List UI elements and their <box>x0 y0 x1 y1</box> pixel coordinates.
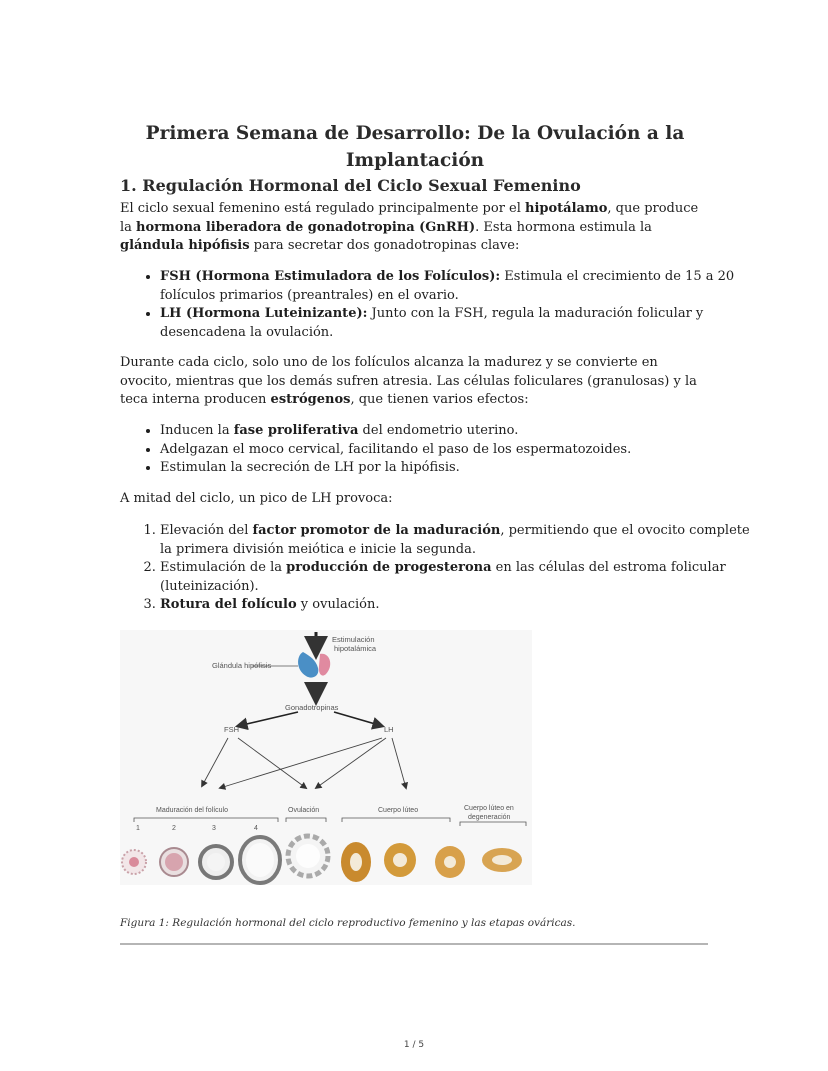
follicle-stage-3-icon <box>200 846 232 878</box>
list-item: • Estimulan la secreción de LH por la hipófisis. <box>160 459 750 478</box>
list-item-term: FSH (Hormona Estimuladora de los Folículos): <box>160 269 501 284</box>
intro-text: El ciclo sexual femenino está regulado principalmente por el <box>120 201 526 216</box>
follicle-stage-1-icon <box>122 850 146 874</box>
label-lh: LH <box>384 725 394 734</box>
list-item-text: Junto con la FSH, regula la maduración folicular y desencadena la ovulación. <box>160 306 704 340</box>
label-ovulation: Ovulación <box>288 807 320 814</box>
label-pituitary: Glándula hipófisis <box>212 661 272 670</box>
cycle-text: , que tienen varios efectos: <box>350 392 529 408</box>
cycle-bold-term: estrógenos <box>270 392 351 408</box>
label-degenerating: Cuerpo lúteo en <box>464 805 514 812</box>
hormonal-regulation-figure <box>120 630 532 885</box>
list-item: 1. Elevación del factor promotor de la maduración, permitiendo que el ovocito complete la primera división meiótica e inicie la segunda. <box>160 522 750 559</box>
ovulation-follicle-icon <box>288 836 328 876</box>
list-item-term: LH (Hormona Luteinizante): <box>160 306 368 322</box>
corpus-luteum-icon <box>341 842 371 882</box>
degenerating-corpus-luteum-icon <box>482 848 522 872</box>
label-gonadotropins: Gonadotropinas <box>285 703 339 712</box>
list-item: 2. Estimulación de la producción de progesterona en las células del estroma folicular (luteinización). <box>160 559 750 596</box>
intro-text: para secretar dos gonadotropinas clave: <box>249 238 520 254</box>
figure-caption: Figura 1: Regulación hormonal del ciclo reproductivo femenino y las etapas ováricas. <box>120 917 576 929</box>
label-stimulation: Estimulación <box>332 635 375 644</box>
corpus-luteum-icon <box>384 843 416 877</box>
intro-paragraph <box>120 200 710 256</box>
list-item: 3. Rotura del folículo y ovulación. <box>160 596 750 615</box>
list-item: • Inducen la fase proliferativa del endometrio uterino. <box>160 422 750 441</box>
gonadotropin-list <box>120 268 750 342</box>
intro-text: , que produce la <box>120 201 699 235</box>
list-item <box>160 305 750 342</box>
intro-bold-term: glándula hipófisis <box>120 238 250 254</box>
stage-number: 3 <box>212 825 216 832</box>
follicle-stage-2-icon <box>160 848 188 876</box>
page-title: Primera Semana de Desarrollo: De la Ovulación a la Implantación <box>145 123 685 171</box>
label-maturation: Maduración del folículo <box>156 807 228 814</box>
estrogen-effects-list <box>120 422 750 478</box>
stage-number: 1 <box>136 825 140 832</box>
section-heading: 1. Regulación Hormonal del Ciclo Sexual Femenino <box>120 176 581 195</box>
follicle-stage-4-icon <box>240 837 280 883</box>
stage-number: 2 <box>172 825 176 832</box>
page-number: 1 / 5 <box>403 1040 425 1050</box>
label-fsh: FSH <box>224 725 239 734</box>
intro-bold-term: hipotálamo <box>525 201 608 216</box>
intro-text: . Esta hormona estimula la <box>475 219 652 235</box>
label-corpus-luteum: Cuerpo lúteo <box>378 807 419 814</box>
label-stimulation-2: hipotalámica <box>334 644 377 653</box>
list-item-text: Estimula el crecimiento de 15 a 20 folículos primarios (preantrales) en el ovario. <box>160 269 735 303</box>
stage-number: 4 <box>254 825 258 832</box>
corpus-luteum-icon <box>435 846 465 878</box>
list-item <box>160 268 750 305</box>
cycle-paragraph <box>120 354 710 410</box>
lh-peak-intro: A mitad del ciclo, un pico de LH provoca: <box>120 491 393 506</box>
label-degenerating-2: degeneración <box>468 814 511 821</box>
cycle-text: Durante cada ciclo, solo uno de los folículos alcanza la madurez y se convierte en ovocito, mientras que los demás sufren atresia. Las células foliculares (granulosas) y la teca interna producen <box>120 355 697 408</box>
list-item: • Adelgazan el moco cervical, facilitando el paso de los espermatozoides. <box>160 441 750 460</box>
intro-bold-term: hormona liberadora de gonadotropina (GnRH) <box>136 219 476 235</box>
lh-effects-list <box>120 522 750 615</box>
divider <box>120 943 708 945</box>
